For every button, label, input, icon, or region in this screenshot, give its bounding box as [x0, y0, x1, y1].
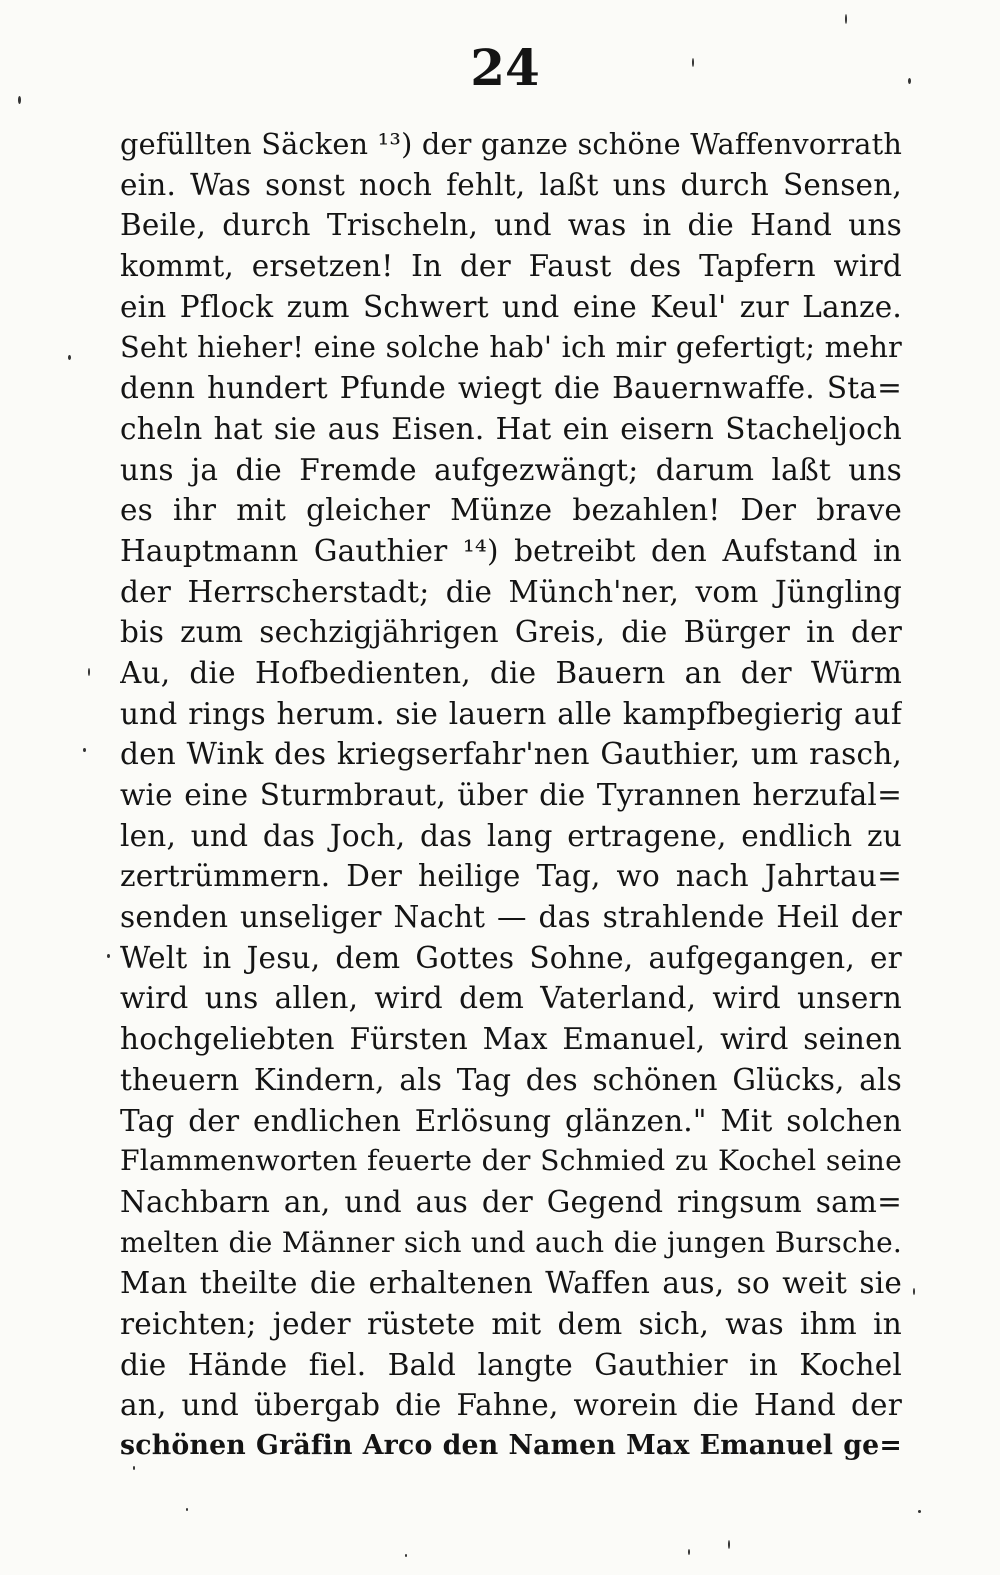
text-line-content: Tag der endlichen Erlösung glänzen." Mit solchen — [120, 1103, 902, 1138]
text-line — [120, 1345, 902, 1386]
text-line — [120, 775, 902, 816]
text-line — [120, 694, 902, 735]
text-line — [120, 897, 902, 938]
text-line — [120, 1101, 902, 1142]
text-line-content: theuern Kindern, als Tag des schönen Glücks, als — [120, 1062, 902, 1097]
text-line-content: ein. Was sonst noch fehlt, laßt uns durch Sensen, — [120, 167, 902, 202]
text-line — [120, 978, 902, 1019]
scan-speck — [908, 78, 911, 84]
scan-speck — [133, 1466, 135, 1470]
text-line — [120, 1182, 902, 1223]
text-line-content: reichten; jeder rüstete mit dem sich, was ihm in — [120, 1306, 902, 1341]
text-line-content: bis zum sechzigjährigen Greis, die Bürger in der — [120, 615, 902, 650]
scan-speck — [692, 58, 694, 67]
text-line-content: Seht hieher! eine solche hab' ich mir gefertigt; mehr — [120, 330, 902, 365]
text-line-content: Beile, durch Trischeln, und was in die Hand uns — [120, 208, 902, 243]
text-line-content: denn hundert Pfunde wiegt die Bauernwaffe. Sta= — [120, 371, 902, 406]
text-line-content: die Hände fiel. Bald langte Gauthier in Kochel — [120, 1347, 902, 1382]
scan-speck — [918, 1510, 921, 1513]
text-line — [120, 1304, 902, 1345]
scan-speck — [845, 14, 847, 24]
scan-speck — [18, 96, 21, 104]
text-line-content: uns ja die Fremde aufgezwängt; darum laßt uns — [120, 452, 902, 487]
text-line-content: Au, die Hofbedienten, die Bauern an der Würm — [120, 655, 902, 690]
text-line — [120, 1263, 902, 1304]
scan-speck — [88, 668, 90, 676]
text-line-content: hochgeliebten Fürsten Max Emanuel, wird seinen — [120, 1022, 902, 1057]
scan-speck — [107, 954, 110, 958]
text-line — [120, 612, 902, 653]
text-line — [120, 572, 902, 613]
scan-speck — [186, 1508, 188, 1511]
text-line — [120, 287, 902, 328]
scan-speck — [405, 1554, 407, 1557]
text-line-content: len, und das Joch, das lang ertragene, endlich zu — [120, 818, 902, 853]
text-line-content: senden unseliger Nacht — das strahlende Heil der — [120, 900, 902, 935]
text-line — [120, 490, 902, 531]
text-line — [120, 1060, 902, 1101]
text-line — [120, 1141, 902, 1182]
text-line-content: an, und übergab die Fahne, worein die Hand der — [120, 1388, 902, 1423]
scan-speck — [688, 1549, 690, 1555]
text-line-content: Hauptmann Gauthier ¹⁴) betreibt den Aufstand in — [120, 533, 902, 568]
text-line-content: ein Pflock zum Schwert und eine Keul' zur Lanze. — [120, 289, 902, 324]
scan-speck — [913, 1288, 915, 1295]
text-line — [120, 938, 902, 979]
text-line-content: es ihr mit gleicher Münze bezahlen! Der brave — [120, 493, 902, 528]
text-line-content: cheln hat sie aus Eisen. Hat ein eisern Stacheljoch — [120, 411, 902, 446]
page-number: 24 — [470, 38, 540, 97]
text-line-content: melten die Männer sich und auch die jungen Bursche. — [120, 1225, 902, 1259]
text-line-content: schönen Gräfin Arco den Namen Max Emanuel ge= — [120, 1430, 902, 1461]
text-line — [120, 856, 902, 897]
text-line — [120, 531, 902, 572]
scan-speck — [68, 355, 71, 360]
text-line — [120, 1019, 902, 1060]
text-line-content: Man theilte die erhaltenen Waffen aus, so weit sie — [120, 1266, 902, 1301]
text-line-content: wird uns allen, wird dem Vaterland, wird unsern — [120, 981, 902, 1016]
text-line — [120, 1223, 902, 1264]
text-line — [120, 816, 902, 857]
text-line — [120, 368, 902, 409]
text-line — [120, 165, 902, 206]
text-line — [120, 124, 902, 165]
text-line-content: zertrümmern. Der heilige Tag, wo nach Jahrtau= — [120, 859, 902, 894]
text-line-content: Nachbarn an, und aus der Gegend ringsum sam= — [120, 1184, 902, 1219]
text-line-content: kommt, ersetzen! In der Faust des Tapfern wird — [120, 249, 902, 284]
text-line-content: und rings herum. sie lauern alle kampfbegierig auf — [120, 696, 902, 731]
text-line — [120, 409, 902, 450]
text-line-content: den Wink des kriegserfahr'nen Gauthier, um rasch, — [120, 737, 902, 772]
text-line — [120, 1385, 902, 1426]
scan-speck — [728, 1540, 730, 1549]
text-line — [120, 450, 902, 491]
text-line — [120, 734, 902, 775]
text-line — [120, 653, 902, 694]
text-line-content: Welt in Jesu, dem Gottes Sohne, aufgegangen, er — [120, 940, 902, 975]
text-line-content: der Herrscherstadt; die Münch'ner, vom Jüngling — [120, 574, 902, 609]
text-line-content: gefüllten Säcken ¹³) der ganze schöne Waffenvorrath — [120, 127, 902, 161]
text-line — [120, 327, 902, 368]
text-line-content: wie eine Sturmbraut, über die Tyrannen herzufal= — [120, 778, 902, 812]
scan-speck — [83, 748, 86, 752]
body-text — [120, 124, 902, 1467]
text-line — [120, 1426, 902, 1467]
text-line — [120, 246, 902, 287]
text-line — [120, 205, 902, 246]
text-line-content: Flammenworten feuerte der Schmied zu Kochel seine — [120, 1144, 902, 1178]
